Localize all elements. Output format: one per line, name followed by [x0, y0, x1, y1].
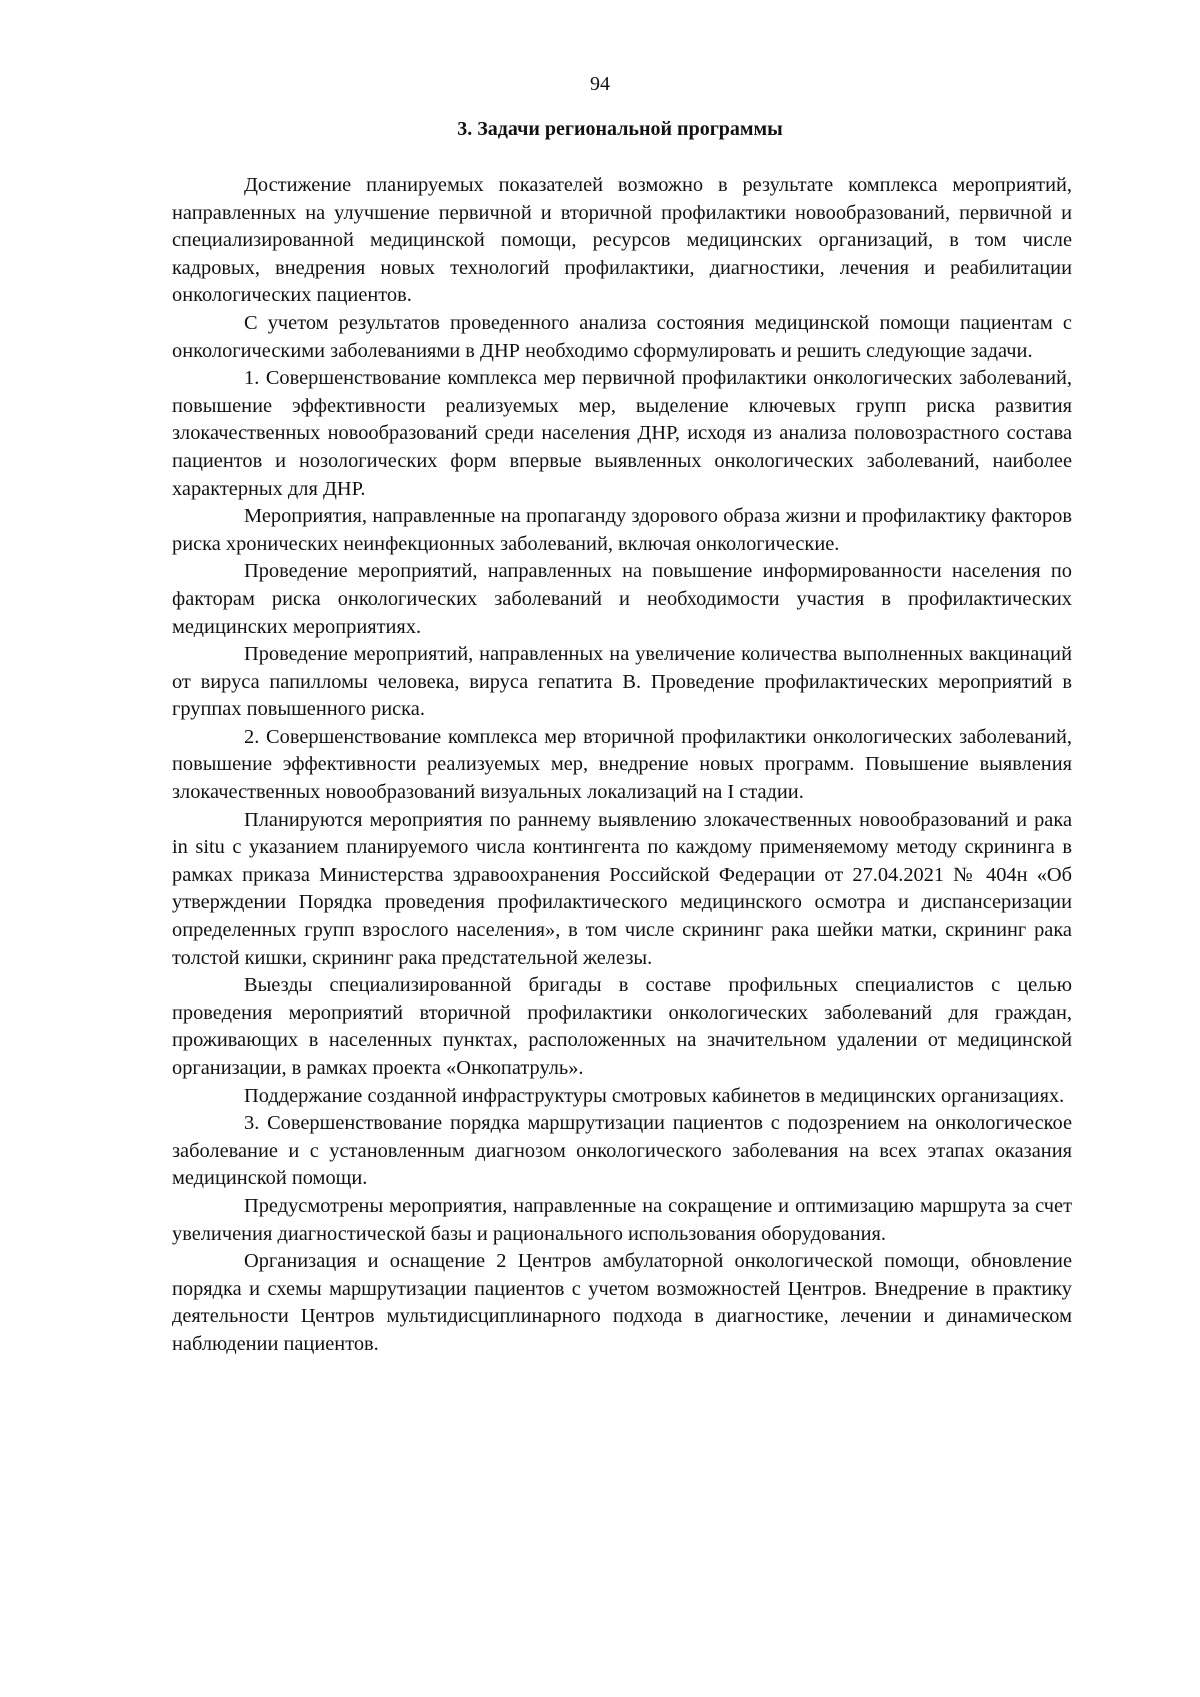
paragraph: 3. Совершенствование порядка маршрутизации пациентов с подозрением на онкологическое заболевание и с установленным диагнозом онкологического заболевания на всех этапах оказания медицинской помощи.: [172, 1112, 1072, 1190]
page-number: 94: [590, 73, 610, 95]
paragraph: Проведение мероприятий, направленных на увеличение количества выполненных вакцинаций от вируса папилломы человека, вируса гепатита В. Проведение профилактических мероприятий в группах повышенного риска.: [172, 643, 1072, 721]
paragraph: 2. Совершенствование комплекса мер вторичной профилактики онкологических заболеваний, повышение эффективности реализуемых мер, внедрение новых программ. Повышение выявления злокачественных новообразований визуальных локализаций на I стадии.: [172, 725, 1072, 804]
paragraph: Предусмотрены мероприятия, направленные на сокращение и оптимизацию маршрута за счет увеличения диагностической базы и рационального использования оборудования.: [172, 1194, 1072, 1245]
paragraph: Достижение планируемых показателей возможно в результате комплекса мероприятий, направленных на улучшение первичной и вторичной профилактики новообразований, первичной и специализированной медицинской помощи, ресурсов медицинских организаций, в том числе кадровых, внедрения новых технологий профилактики, диагностики, лечения и реабилитации онкологических пациентов.: [172, 174, 1072, 307]
paragraph: Проведение мероприятий, направленных на повышение информированности населения по факторам риска онкологических заболеваний и необходимости участия в профилактических медицинских мероприятиях.: [172, 560, 1072, 638]
paragraph: Планируются мероприятия по раннему выявлению злокачественных новообразований и рака in situ с указанием планируемого числа контингента по каждому применяемому методу скрининга в рамках приказа Министерства здравоохранения Российской Федерации от 27.04.2021 № 404н «Об утверждении Порядка проведения профилактического медицинского осмотра и диспансеризации определенных групп взрослого населения», в том числе скрининг рака шейки матки, скрининг рака толстой кишки, скрининг рака предстательной железы.: [172, 808, 1072, 969]
paragraph: Организация и оснащение 2 Центров амбулаторной онкологической помощи, обновление порядка и схемы маршрутизации пациентов с учетом возможностей Центров. Внедрение в практику деятельности Центров мультидисциплинарного подхода в диагностике, лечении и динамическом наблюдении пациентов.: [172, 1250, 1072, 1355]
paragraph: Мероприятия, направленные на пропаганду здорового образа жизни и профилактику факторов риска хронических неинфекционных заболеваний, включая онкологические.: [172, 505, 1072, 555]
section-title: 3. Задачи региональной программы: [457, 118, 783, 140]
paragraph: С учетом результатов проведенного анализа состояния медицинской помощи пациентам с онкологическими заболеваниями в ДНР необходимо сформулировать и решить следующие задачи.: [172, 311, 1072, 362]
body-text: [172, 172, 1072, 1359]
paragraph: Поддержание созданной инфраструктуры смотровых кабинетов в медицинских организациях.: [244, 1084, 1065, 1107]
paragraph: Выезды специализированной бригады в составе профильных специалистов с целью проведения мероприятий вторичной профилактики онкологических заболеваний для граждан, проживающих в населенных пунктах, расположенных на значительном удалении от медицинской организации, в рамках проекта «Онкопатруль».: [172, 974, 1072, 1079]
paragraph: 1. Совершенствование комплекса мер первичной профилактики онкологических заболеваний, повышение эффективности реализуемых мер, выделение ключевых групп риска развития злокачественных новообразований среди населения ДНР, исходя из анализа половозрастного состава пациентов и нозологических форм впервые выявленных онкологических заболеваний, наиболее характерных для ДНР.: [172, 367, 1072, 500]
